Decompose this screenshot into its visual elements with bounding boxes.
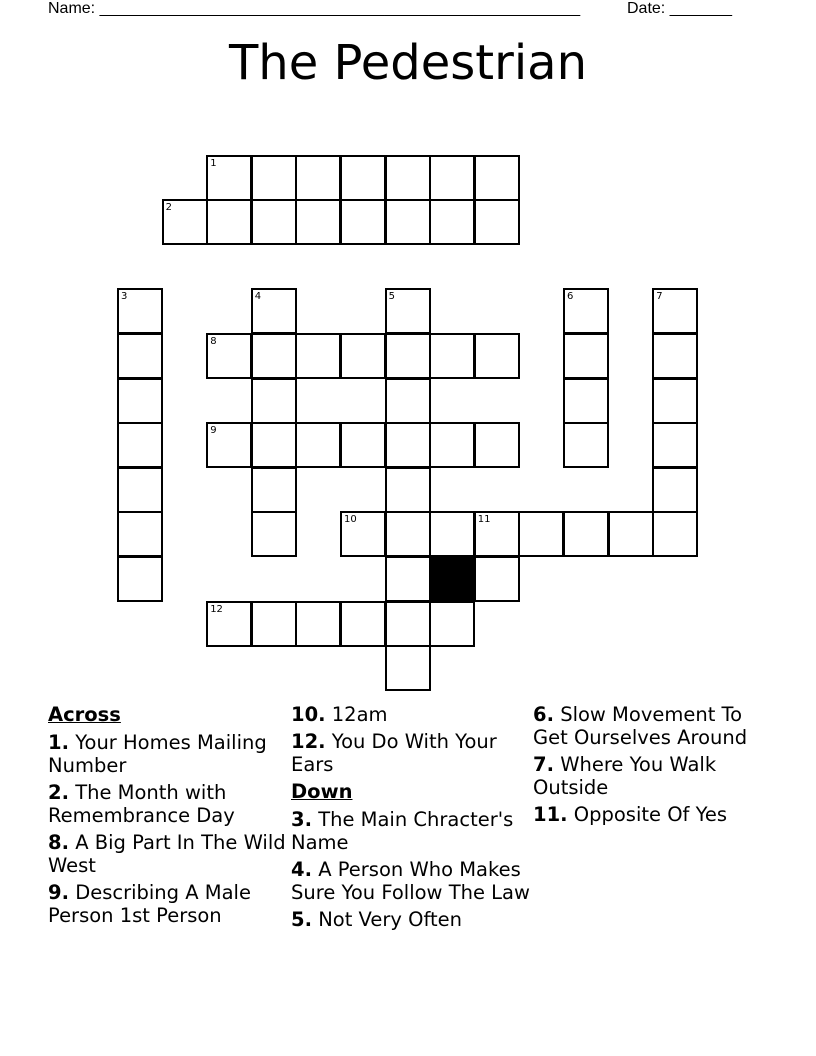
- clue-column-1: [48, 703, 288, 931]
- grid-cell[interactable]: [474, 556, 520, 602]
- grid-cell[interactable]: [652, 422, 698, 468]
- grid-cell[interactable]: [117, 511, 163, 557]
- clue-text: A Big Part In The Wild West: [48, 831, 286, 877]
- grid-cell[interactable]: [251, 601, 297, 647]
- grid-cell[interactable]: [429, 333, 475, 379]
- grid-cell[interactable]: [563, 288, 609, 334]
- clue-down-3: [291, 808, 531, 854]
- clue-text: Slow Movement To Get Ourselves Around: [533, 703, 748, 749]
- clue-number: 1.: [48, 731, 69, 754]
- cell-number: 10: [344, 514, 357, 526]
- clue-down-5: [291, 908, 531, 931]
- grid-cell[interactable]: [251, 288, 297, 334]
- clue-down-6: [533, 703, 763, 749]
- cell-number: 5: [388, 291, 395, 303]
- clue-across-9: [48, 881, 288, 927]
- page-title: The Pedestrian: [228, 35, 588, 91]
- grid-cell[interactable]: [162, 199, 208, 245]
- clue-number: 4.: [291, 858, 312, 881]
- grid-cell[interactable]: [385, 288, 431, 334]
- grid-cell[interactable]: [251, 511, 297, 557]
- cell-number: 2: [165, 202, 172, 214]
- grid-cell[interactable]: [563, 333, 609, 379]
- grid-cell[interactable]: [429, 422, 475, 468]
- clue-text: Where You Walk Outside: [533, 753, 717, 799]
- grid-cell[interactable]: [251, 422, 297, 468]
- grid-cell[interactable]: [206, 422, 252, 468]
- grid-cell[interactable]: [385, 601, 431, 647]
- name-line[interactable]: ______________________________________________________: [99, 0, 581, 17]
- clue-across-1: [48, 731, 288, 777]
- grid-cell[interactable]: [117, 333, 163, 379]
- grid-cell[interactable]: [251, 378, 297, 424]
- grid-cell[interactable]: [340, 511, 386, 557]
- clue-number: 10.: [291, 703, 326, 726]
- grid-cell[interactable]: [385, 155, 431, 201]
- clue-down-4: [291, 858, 531, 904]
- clue-text: The Month with Remembrance Day: [48, 781, 235, 827]
- grid-cell[interactable]: [385, 422, 431, 468]
- grid-cell[interactable]: [652, 288, 698, 334]
- clue-text: Not Very Often: [318, 908, 462, 931]
- name-label: Name:: [48, 0, 100, 17]
- grid-cell[interactable]: [429, 601, 475, 647]
- clue-text: Your Homes Mailing Number: [48, 731, 267, 777]
- grid-cell[interactable]: [385, 467, 431, 513]
- clue-number: 7.: [533, 753, 554, 776]
- grid-cell[interactable]: [518, 511, 564, 557]
- grid-cell[interactable]: [385, 199, 431, 245]
- grid-cell[interactable]: [385, 645, 431, 691]
- date-line[interactable]: _______: [669, 0, 732, 17]
- grid-cell[interactable]: [251, 199, 297, 245]
- clue-number: 3.: [291, 808, 312, 831]
- cell-number: 3: [121, 291, 128, 303]
- across-heading: Across: [48, 703, 121, 726]
- clue-down-7: [533, 753, 763, 799]
- clue-number: 11.: [533, 803, 568, 826]
- date-label: Date:: [627, 0, 670, 17]
- clue-across-10: [291, 703, 531, 726]
- grid-cell[interactable]: [652, 333, 698, 379]
- grid-cell[interactable]: [117, 422, 163, 468]
- grid-cell[interactable]: [385, 511, 431, 557]
- grid-cell[interactable]: [608, 511, 654, 557]
- grid-cell[interactable]: [474, 511, 520, 557]
- clue-across-2: [48, 781, 288, 827]
- grid-cell[interactable]: [340, 422, 386, 468]
- grid-cell[interactable]: [474, 333, 520, 379]
- grid-cell[interactable]: [340, 601, 386, 647]
- down-heading: Down: [291, 780, 353, 803]
- grid-cell[interactable]: [429, 155, 475, 201]
- cell-number: 12: [210, 603, 223, 615]
- grid-cell[interactable]: [295, 333, 341, 379]
- grid-cell[interactable]: [117, 556, 163, 602]
- grid-cell[interactable]: [652, 511, 698, 557]
- clue-number: 6.: [533, 703, 554, 726]
- clue-text: A Person Who Makes Sure You Follow The Law: [291, 858, 530, 904]
- grid-cell[interactable]: [251, 333, 297, 379]
- grid-cell[interactable]: [385, 333, 431, 379]
- grid-cell[interactable]: [474, 199, 520, 245]
- grid-cell[interactable]: [563, 422, 609, 468]
- clue-text: You Do With Your Ears: [291, 730, 497, 776]
- clue-text: The Main Chracter's Name: [291, 808, 514, 854]
- clue-text: Opposite Of Yes: [573, 803, 728, 826]
- grid-cell[interactable]: [295, 155, 341, 201]
- grid-cell[interactable]: [206, 601, 252, 647]
- grid-cell[interactable]: [117, 467, 163, 513]
- cell-number: 9: [210, 425, 217, 437]
- clue-down-11: [533, 803, 763, 826]
- grid-cell[interactable]: [340, 333, 386, 379]
- grid-cell[interactable]: [251, 155, 297, 201]
- cell-number: 8: [210, 336, 217, 347]
- clue-column-3: [533, 703, 763, 830]
- grid-cell[interactable]: [251, 467, 297, 513]
- grid-cell[interactable]: [117, 378, 163, 424]
- clue-number: 2.: [48, 781, 69, 804]
- grid-cell[interactable]: [295, 422, 341, 468]
- grid-cell[interactable]: [429, 199, 475, 245]
- grid-cell[interactable]: [652, 378, 698, 424]
- clue-across-8: [48, 831, 288, 877]
- cell-number: 6: [567, 291, 574, 303]
- grid-cell[interactable]: [206, 155, 252, 201]
- grid-cell[interactable]: [340, 199, 386, 245]
- clue-number: 8.: [48, 831, 69, 854]
- grid-cell[interactable]: [385, 378, 431, 424]
- cell-number: 4: [254, 291, 262, 303]
- clue-number: 5.: [291, 908, 312, 931]
- cell-number: 7: [656, 291, 663, 303]
- grid-cell[interactable]: [340, 155, 386, 201]
- grid-cell[interactable]: [206, 199, 252, 245]
- grid-cell[interactable]: [474, 155, 520, 201]
- grid-cell[interactable]: [429, 511, 475, 557]
- clue-text: Describing A Male Person 1st Person: [48, 881, 251, 927]
- grid-cell[interactable]: [295, 601, 341, 647]
- clue-number: 12.: [291, 730, 326, 753]
- grid-cell[interactable]: [474, 422, 520, 468]
- grid-cell[interactable]: [206, 333, 252, 379]
- blocked-cell: [429, 556, 475, 602]
- clue-text: 12am: [331, 703, 388, 726]
- grid-cell[interactable]: [563, 378, 609, 424]
- grid-cell[interactable]: [652, 467, 698, 513]
- grid-cell[interactable]: [563, 511, 609, 557]
- clue-column-2: [291, 703, 531, 935]
- cell-number: 11: [477, 514, 491, 526]
- cell-number: 1: [210, 157, 217, 169]
- grid-cell[interactable]: [385, 556, 431, 602]
- clue-across-12: [291, 730, 531, 776]
- grid-cell[interactable]: [117, 288, 163, 334]
- clue-number: 9.: [48, 881, 69, 904]
- grid-cell[interactable]: [295, 199, 341, 245]
